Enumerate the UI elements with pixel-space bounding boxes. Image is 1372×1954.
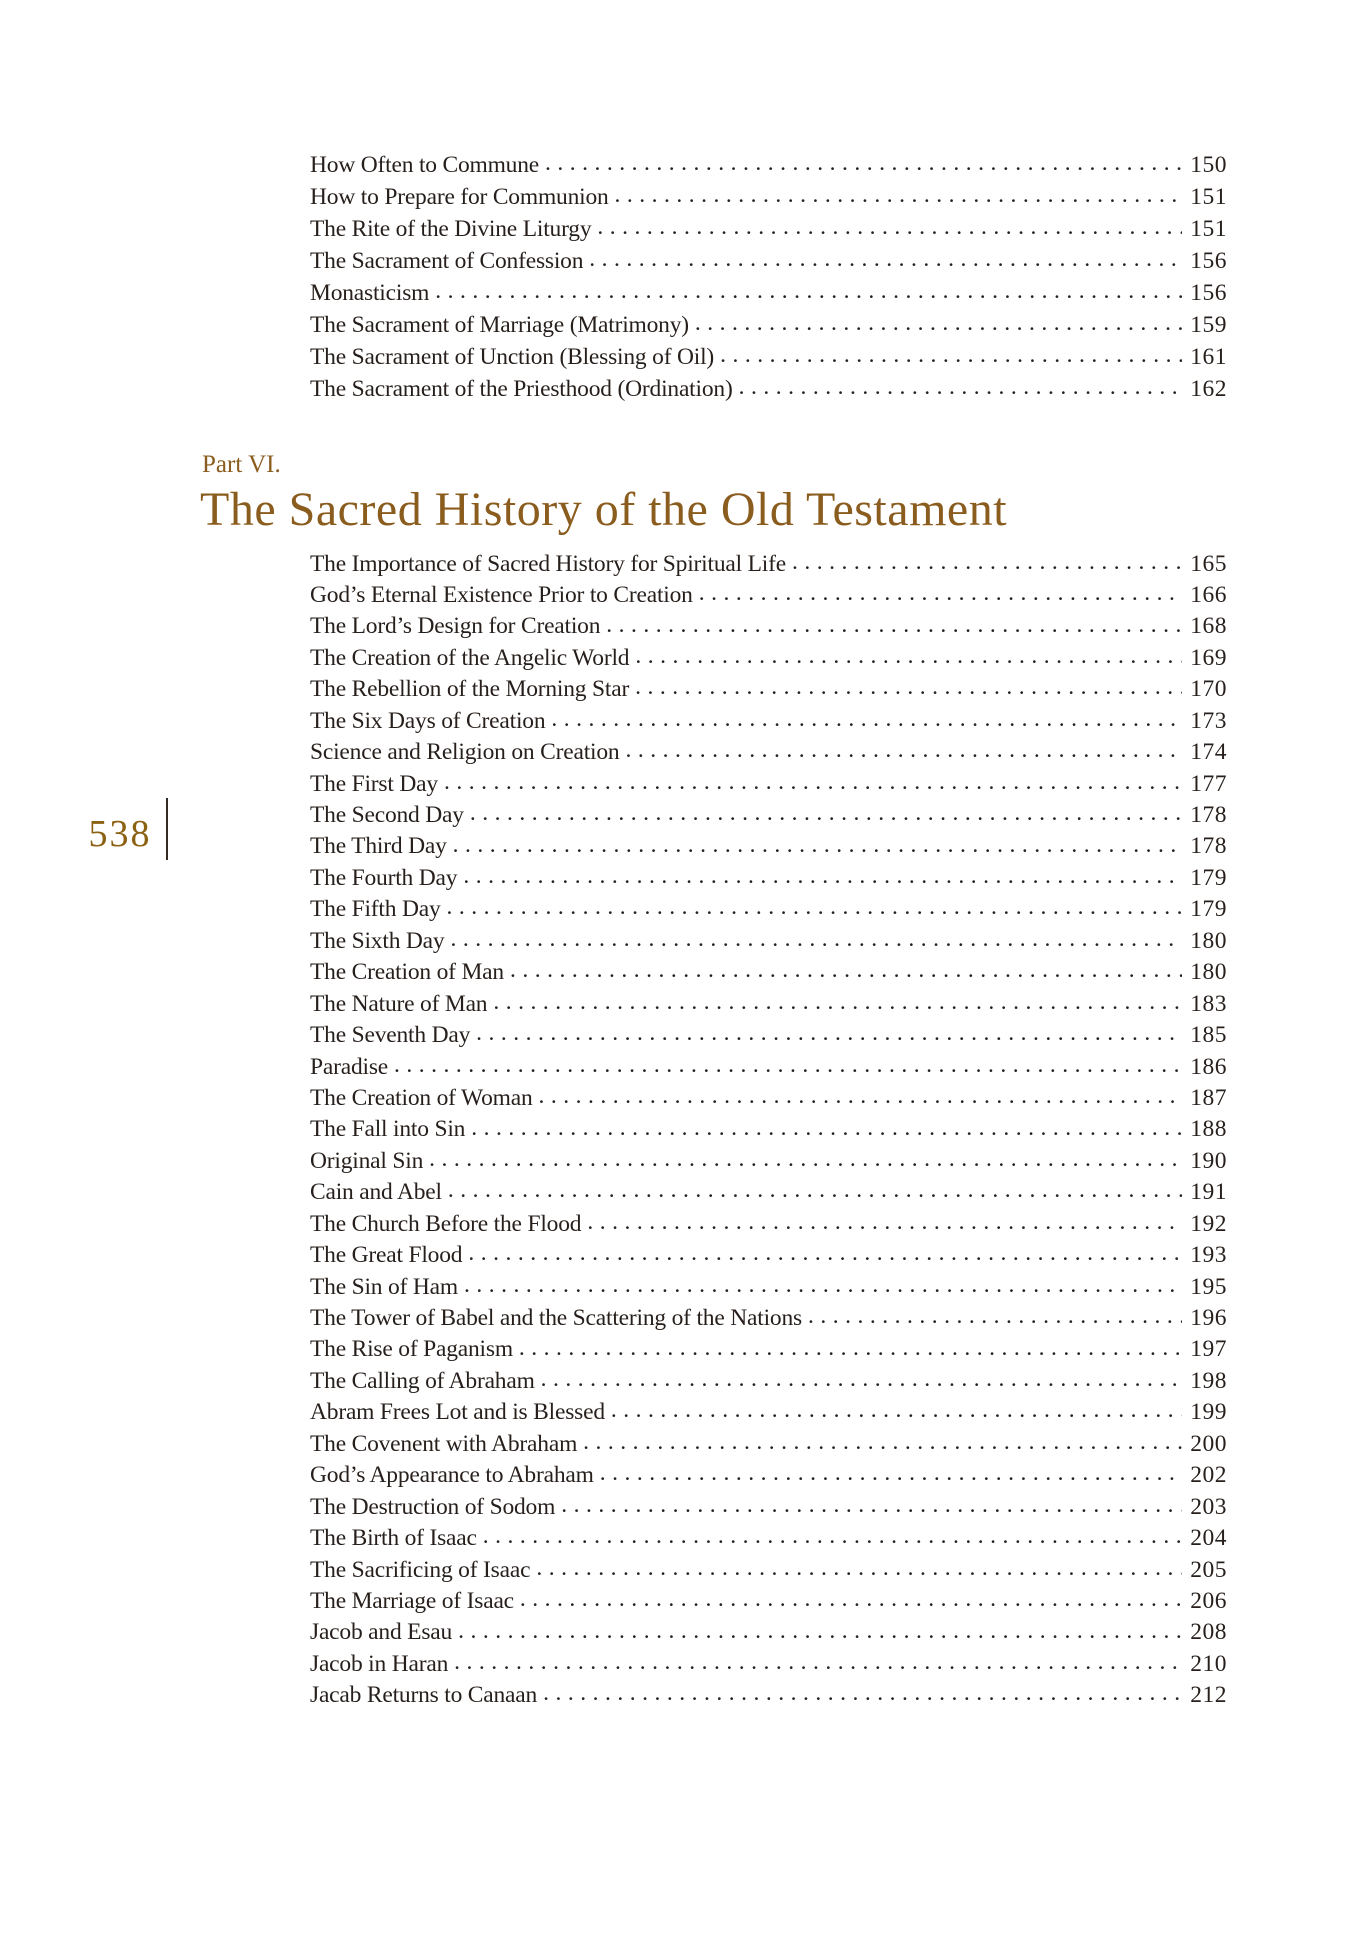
folio-divider-rule [166, 798, 168, 860]
toc-entry-title: The Fall into Sin [310, 1116, 466, 1143]
toc-entry-page-number: 188 [1190, 1116, 1227, 1143]
toc-entry-title: The Marriage of Isaac [310, 1587, 514, 1614]
toc-entry-page-number: 191 [1190, 1179, 1227, 1206]
toc-dot-leader [611, 1396, 1182, 1420]
toc-entry-page-number: 180 [1190, 927, 1227, 954]
toc-entry-title: The Six Days of Creation [310, 707, 546, 734]
toc-entry [310, 799, 1227, 830]
toc-entry-title: Abram Frees Lot and is Blessed [310, 1399, 605, 1426]
toc-dot-leader [463, 861, 1182, 885]
toc-entry-page-number: 168 [1190, 613, 1227, 640]
toc-entry-title: The Fourth Day [310, 864, 458, 891]
toc-dot-leader [635, 673, 1182, 697]
toc-entry-page-number: 192 [1190, 1210, 1227, 1237]
toc-dot-leader [464, 1270, 1182, 1294]
toc-dot-leader [583, 1427, 1182, 1451]
toc-entry-title: God’s Eternal Existence Prior to Creation [310, 581, 693, 608]
toc-entry [310, 1364, 1227, 1395]
toc-entry-page-number: 179 [1190, 864, 1227, 891]
toc-entry [310, 610, 1227, 641]
toc-entry-page-number: 186 [1190, 1053, 1227, 1080]
toc-entry [310, 1459, 1227, 1490]
toc-dot-leader [429, 1144, 1182, 1168]
toc-dot-leader [519, 1333, 1182, 1357]
toc-dot-leader [695, 308, 1182, 332]
toc-entry [310, 1019, 1227, 1050]
toc-entry-title: The Sacrificing of Isaac [310, 1556, 531, 1583]
toc-entry-page-number: 156 [1190, 247, 1227, 274]
toc-entry-page-number: 150 [1190, 151, 1227, 178]
toc-entry [310, 1616, 1227, 1647]
toc-entry [310, 1144, 1227, 1175]
toc-entry [310, 641, 1227, 672]
part-title: The Sacred History of the Old Testament [200, 483, 1008, 536]
toc-dot-leader [470, 799, 1182, 823]
toc-entry-page-number: 169 [1190, 644, 1227, 671]
toc-entry-page-number: 173 [1190, 707, 1227, 734]
toc-dot-leader [458, 1616, 1182, 1640]
toc-entry-page-number: 205 [1190, 1556, 1227, 1583]
toc-entry [310, 1584, 1227, 1615]
toc-entry-title: The Great Flood [310, 1242, 463, 1269]
toc-entry-title: The Rebellion of the Morning Star [310, 676, 630, 703]
toc-entry-title: The Destruction of Sodom [310, 1493, 556, 1520]
toc-entry [310, 372, 1227, 404]
toc-dot-leader [454, 1647, 1182, 1671]
toc-entry [310, 148, 1227, 180]
toc-dot-leader [635, 641, 1182, 665]
toc-dot-leader [561, 1490, 1182, 1514]
toc-entry-title: The Sacrament of Unction (Blessing of Oil) [310, 343, 715, 370]
toc-entry-title: Jacob in Haran [310, 1650, 449, 1677]
toc-entry-title: The Lord’s Design for Creation [310, 613, 601, 640]
toc-entry-title: The Calling of Abraham [310, 1367, 535, 1394]
toc-entry [310, 1522, 1227, 1553]
toc-entry-page-number: 151 [1190, 215, 1227, 242]
toc-entry-page-number: 197 [1190, 1336, 1227, 1363]
toc-entry-page-number: 159 [1190, 311, 1227, 338]
toc-dot-leader [468, 1239, 1182, 1263]
toc-entry-title: Cain and Abel [310, 1179, 442, 1206]
toc-entry [310, 924, 1227, 955]
toc-dot-leader [476, 1019, 1182, 1043]
toc-entry-title: The Covenent with Abraham [310, 1430, 578, 1457]
toc-entry [310, 956, 1227, 987]
toc-dot-leader [589, 244, 1182, 268]
toc-dot-leader [606, 610, 1182, 634]
toc-entry [310, 340, 1227, 372]
toc-dot-leader [447, 893, 1183, 917]
toc-entry-title: The Church Before the Flood [310, 1210, 582, 1237]
toc-dot-leader [543, 1679, 1182, 1703]
toc-dot-leader [450, 924, 1182, 948]
toc-dot-leader [551, 704, 1182, 728]
toc-entry [310, 1239, 1227, 1270]
toc-entry-title: The Creation of the Angelic World [310, 644, 630, 671]
toc-entry-page-number: 185 [1190, 1022, 1227, 1049]
toc-entry [310, 244, 1227, 276]
toc-entry-page-number: 177 [1190, 770, 1227, 797]
toc-dot-leader [483, 1522, 1183, 1546]
toc-entry-page-number: 156 [1190, 279, 1227, 306]
toc-entry [310, 1679, 1227, 1710]
toc-entry-title: The Rite of the Divine Liturgy [310, 215, 592, 242]
toc-entry-title: God’s Appearance to Abraham [310, 1462, 594, 1489]
toc-entry-page-number: 210 [1190, 1650, 1227, 1677]
toc-entry-title: The Fifth Day [310, 896, 441, 923]
toc-entry [310, 767, 1227, 798]
toc-dot-leader [808, 1302, 1182, 1326]
toc-entry [310, 212, 1227, 244]
toc-entry-title: The Second Day [310, 802, 464, 828]
toc-entry [310, 1113, 1227, 1144]
toc-entry-title: The Sixth Day [310, 927, 445, 954]
toc-entry-title: The Nature of Man [310, 990, 488, 1017]
toc-entry [310, 1081, 1227, 1112]
toc-entry [310, 276, 1227, 308]
toc-entry-title: Original Sin [310, 1147, 424, 1174]
toc-entry-title: The Sacrament of Confession [310, 247, 584, 274]
toc-entry-page-number: 200 [1190, 1430, 1227, 1457]
toc-entry-page-number: 202 [1190, 1462, 1227, 1489]
toc-entry-page-number: 208 [1190, 1619, 1227, 1646]
toc-dot-leader [615, 180, 1183, 204]
toc-dot-leader [600, 1459, 1183, 1483]
toc-entry-title: The Tower of Babel and the Scattering of the Nations [310, 1305, 802, 1331]
toc-entry [310, 1647, 1227, 1678]
toc-entry-title: Jacab Returns to Canaan [310, 1682, 538, 1709]
toc-entry-title: Monasticism [310, 279, 430, 306]
toc-dot-leader [471, 1113, 1182, 1137]
toc-dot-leader [536, 1553, 1182, 1577]
toc-entry-page-number: 196 [1190, 1305, 1227, 1331]
toc-entry [310, 1490, 1227, 1521]
toc-entry-page-number: 198 [1190, 1367, 1227, 1394]
toc-entry-title: How Often to Commune [310, 151, 540, 178]
toc-entry-page-number: 174 [1190, 739, 1227, 766]
toc-entry-page-number: 206 [1190, 1587, 1227, 1614]
toc-entry-title: Paradise [310, 1053, 389, 1080]
toc-dot-leader [545, 148, 1182, 172]
toc-entry-page-number: 180 [1190, 959, 1227, 986]
toc-entry-title: The First Day [310, 770, 438, 797]
toc-dot-leader [587, 1207, 1182, 1231]
toc-entry-title: The Sacrament of the Priesthood (Ordination) [310, 375, 733, 402]
toc-entry-page-number: 178 [1190, 833, 1227, 860]
part-label: Part VI. [202, 451, 281, 478]
toc-entry [310, 1302, 1227, 1333]
toc-entry-page-number: 170 [1190, 676, 1227, 703]
toc-entry-page-number: 190 [1190, 1147, 1227, 1174]
toc-entry [310, 1270, 1227, 1301]
toc-entry [310, 578, 1227, 609]
toc-entry-title: The Importance of Sacred History for Spiritual Life [310, 550, 786, 577]
toc-old-testament-list [310, 547, 1227, 1710]
toc-entry-page-number: 212 [1190, 1682, 1227, 1709]
toc-entry [310, 1207, 1227, 1238]
toc-entry-page-number: 161 [1190, 343, 1227, 370]
toc-entry [310, 861, 1227, 892]
toc-entry-page-number: 204 [1190, 1525, 1227, 1552]
toc-entry-page-number: 178 [1190, 802, 1227, 828]
toc-entry [310, 736, 1227, 767]
toc-entry [310, 547, 1227, 578]
toc-entry-page-number: 199 [1190, 1399, 1227, 1426]
toc-entry [310, 893, 1227, 924]
toc-entry-title: The Birth of Isaac [310, 1525, 477, 1552]
toc-dot-leader [493, 987, 1182, 1011]
toc-entry-title: The Rise of Paganism [310, 1336, 513, 1363]
toc-dot-leader [444, 767, 1182, 791]
toc-dot-leader [699, 578, 1183, 602]
toc-dot-leader [435, 276, 1182, 300]
toc-entry-title: The Third Day [310, 833, 447, 860]
toc-entry-page-number: 165 [1190, 550, 1227, 577]
toc-entry-page-number: 187 [1190, 1084, 1227, 1111]
toc-entry-page-number: 203 [1190, 1493, 1227, 1520]
toc-entry-page-number: 162 [1190, 375, 1227, 402]
toc-dot-leader [792, 547, 1182, 571]
toc-entry-title: How to Prepare for Communion [310, 183, 609, 210]
toc-dot-leader [739, 372, 1183, 396]
toc-entry-page-number: 183 [1190, 990, 1227, 1017]
toc-entry-title: The Creation of Woman [310, 1084, 533, 1111]
toc-dot-leader [720, 340, 1182, 364]
toc-dot-leader [625, 736, 1182, 760]
toc-entry-title: Science and Religion on Creation [310, 739, 620, 766]
toc-entry [310, 1333, 1227, 1364]
toc-entry-title: The Creation of Man [310, 959, 504, 986]
toc-entry [310, 987, 1227, 1018]
toc-entry-page-number: 151 [1190, 183, 1227, 210]
toc-dot-leader [539, 1081, 1183, 1105]
toc-entry [310, 180, 1227, 212]
toc-dot-leader [448, 1176, 1182, 1200]
toc-dot-leader [510, 956, 1182, 980]
toc-entry [310, 830, 1227, 861]
toc-entry [310, 1553, 1227, 1584]
toc-dot-leader [520, 1584, 1182, 1608]
toc-entry-page-number: 166 [1190, 581, 1227, 608]
toc-entry-title: Jacob and Esau [310, 1619, 453, 1646]
toc-entry [310, 308, 1227, 340]
toc-dot-leader [453, 830, 1183, 854]
toc-entry-page-number: 195 [1190, 1273, 1227, 1300]
toc-entry-title: The Seventh Day [310, 1022, 471, 1049]
toc-entry [310, 1050, 1227, 1081]
toc-dot-leader [597, 212, 1182, 236]
toc-entry-title: The Sacrament of Marriage (Matrimony) [310, 311, 689, 338]
toc-entry [310, 1396, 1227, 1427]
toc-entry-title: The Sin of Ham [310, 1273, 458, 1300]
toc-dot-leader [541, 1364, 1183, 1388]
toc-entry [310, 704, 1227, 735]
toc-entry-page-number: 179 [1190, 896, 1227, 923]
toc-dot-leader [394, 1050, 1182, 1074]
toc-entry [310, 673, 1227, 704]
toc-sacraments-list [310, 148, 1227, 404]
page-number-folio: 538 [88, 813, 152, 855]
toc-entry [310, 1427, 1227, 1458]
toc-entry-page-number: 193 [1190, 1242, 1227, 1269]
toc-entry [310, 1176, 1227, 1207]
